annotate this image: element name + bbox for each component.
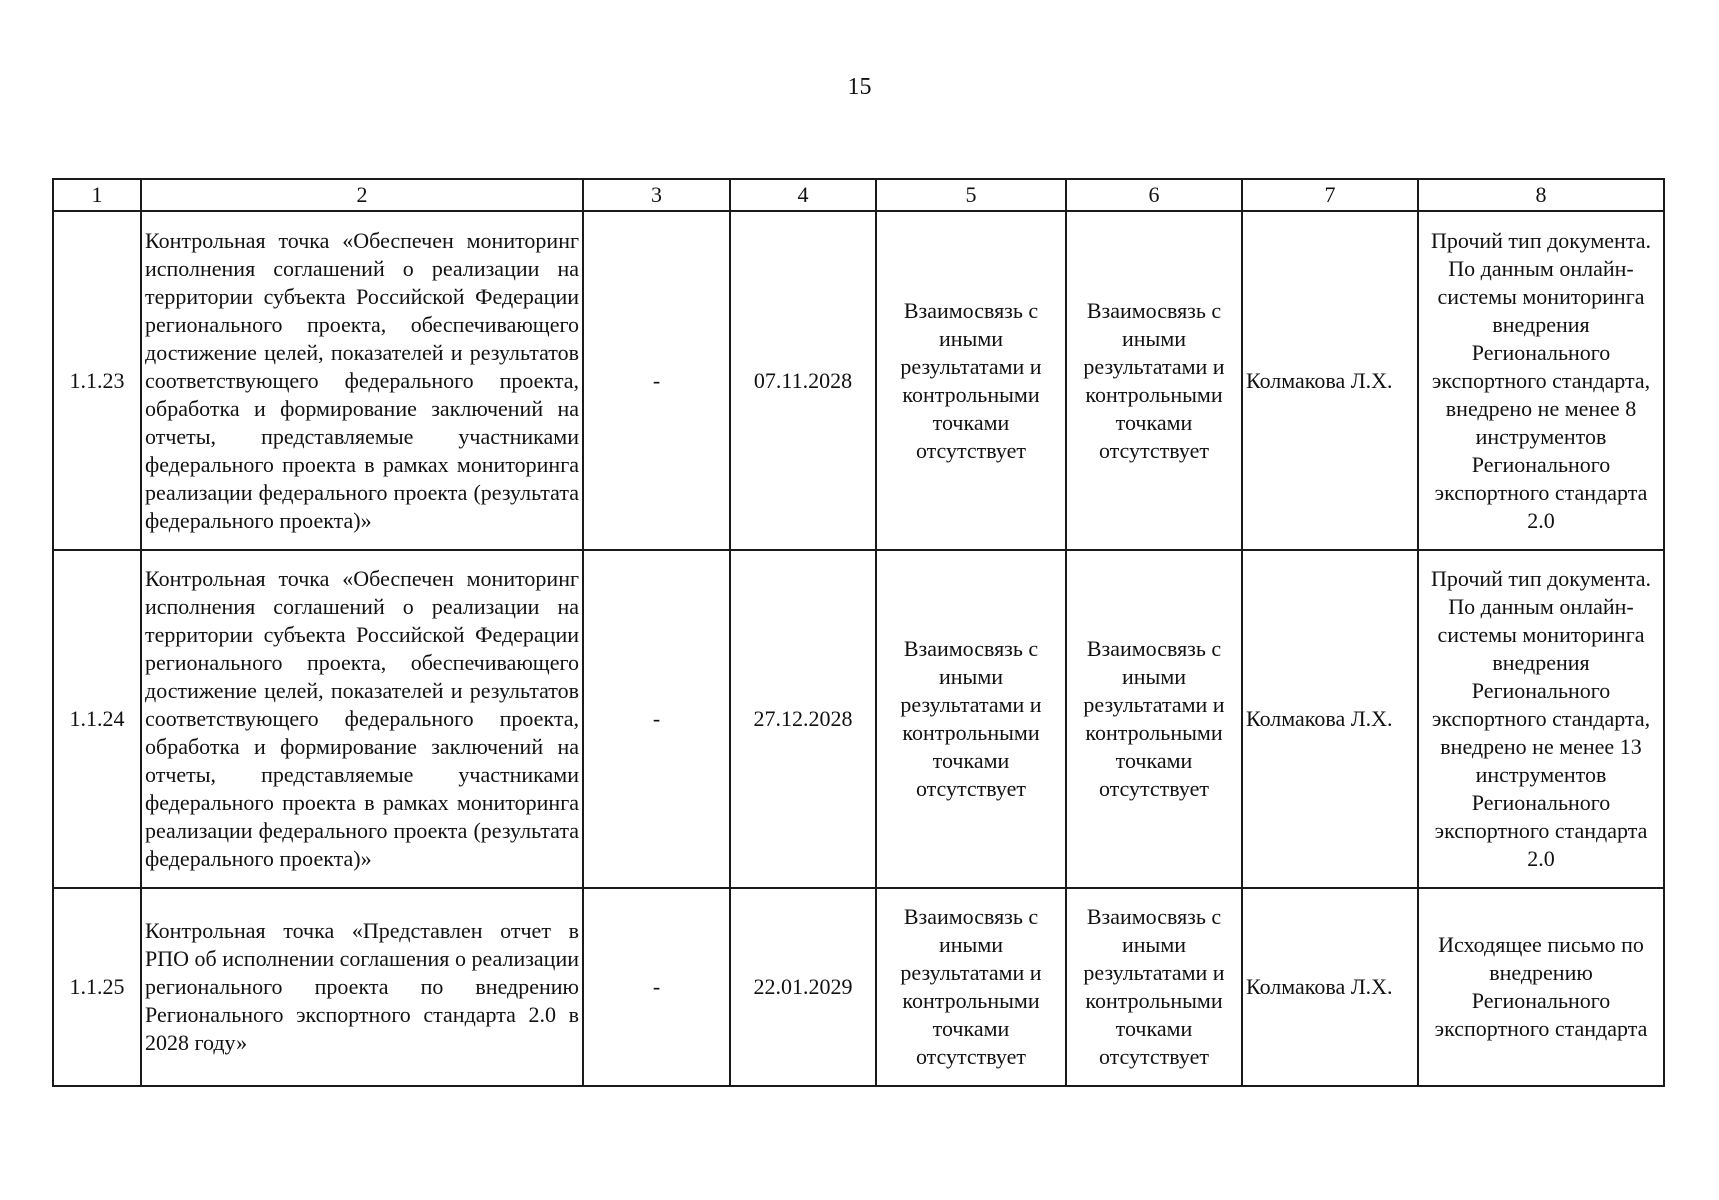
responsible-cell: Колмакова Л.Х. xyxy=(1242,211,1418,550)
date-cell: 07.11.2028 xyxy=(730,211,876,550)
relationship-cell: Взаимосвязь с иными результатами и контрольными точками отсутствует xyxy=(1066,550,1242,888)
control-points-table xyxy=(52,178,1665,1087)
table-row xyxy=(53,211,1664,550)
document-cell: Прочий тип документа. По данным онлайн-системы мониторинга внедрения Регионального экспортного стандарта, внедрено не менее 8 инструментов Регионального экспортного стандарта 2.0 xyxy=(1418,211,1664,550)
relationship-cell: Взаимосвязь с иными результатами и контрольными точками отсутствует xyxy=(876,888,1066,1086)
relationship-cell: Взаимосвязь с иными результатами и контрольными точками отсутствует xyxy=(1066,888,1242,1086)
table-row xyxy=(53,888,1664,1086)
table-row xyxy=(53,550,1664,888)
control-point-name: Контрольная точка «Обеспечен мониторинг исполнения соглашений о реализации на территории субъекта Российской Федерации регионального проекта, обеспечивающего достижение целей, показателей и результатов соответствующего федерального проекта, обработка и формирование заключений на отчеты, представляемые участниками федерального проекта в рамках мониторинга реализации федерального проекта (результата федерального проекта)» xyxy=(141,550,583,888)
column-header-8: 8 xyxy=(1418,179,1664,211)
column-header-4: 4 xyxy=(730,179,876,211)
column-header-1: 1 xyxy=(53,179,141,211)
row-number: 1.1.23 xyxy=(53,211,141,550)
control-point-name: Контрольная точка «Обеспечен мониторинг исполнения соглашений о реализации на территории субъекта Российской Федерации регионального проекта, обеспечивающего достижение целей, показателей и результатов соответствующего федерального проекта, обработка и формирование заключений на отчеты, представляемые участниками федерального проекта в рамках мониторинга реализации федерального проекта (результата федерального проекта)» xyxy=(141,211,583,550)
document-cell: Исходящее письмо по внедрению Регионального экспортного стандарта xyxy=(1418,888,1664,1086)
column-header-2: 2 xyxy=(141,179,583,211)
row-number: 1.1.25 xyxy=(53,888,141,1086)
page-number: 15 xyxy=(847,74,872,100)
predecessor-cell: - xyxy=(583,211,730,550)
table-header-row xyxy=(53,179,1664,211)
column-header-6: 6 xyxy=(1066,179,1242,211)
responsible-cell: Колмакова Л.Х. xyxy=(1242,888,1418,1086)
column-header-7: 7 xyxy=(1242,179,1418,211)
relationship-cell: Взаимосвязь с иными результатами и контрольными точками отсутствует xyxy=(1066,211,1242,550)
relationship-cell: Взаимосвязь с иными результатами и контрольными точками отсутствует xyxy=(876,550,1066,888)
relationship-cell: Взаимосвязь с иными результатами и контрольными точками отсутствует xyxy=(876,211,1066,550)
row-number: 1.1.24 xyxy=(53,550,141,888)
responsible-cell: Колмакова Л.Х. xyxy=(1242,550,1418,888)
predecessor-cell: - xyxy=(583,888,730,1086)
date-cell: 22.01.2029 xyxy=(730,888,876,1086)
document-cell: Прочий тип документа. По данным онлайн-системы мониторинга внедрения Регионального экспортного стандарта, внедрено не менее 13 инструментов Регионального экспортного стандарта 2.0 xyxy=(1418,550,1664,888)
column-header-3: 3 xyxy=(583,179,730,211)
predecessor-cell: - xyxy=(583,550,730,888)
control-point-name: Контрольная точка «Представлен отчет в РПО об исполнении соглашения о реализации регионального проекта по внедрению Регионального экспортного стандарта 2.0 в 2028 году» xyxy=(141,888,583,1086)
column-header-5: 5 xyxy=(876,179,1066,211)
date-cell: 27.12.2028 xyxy=(730,550,876,888)
